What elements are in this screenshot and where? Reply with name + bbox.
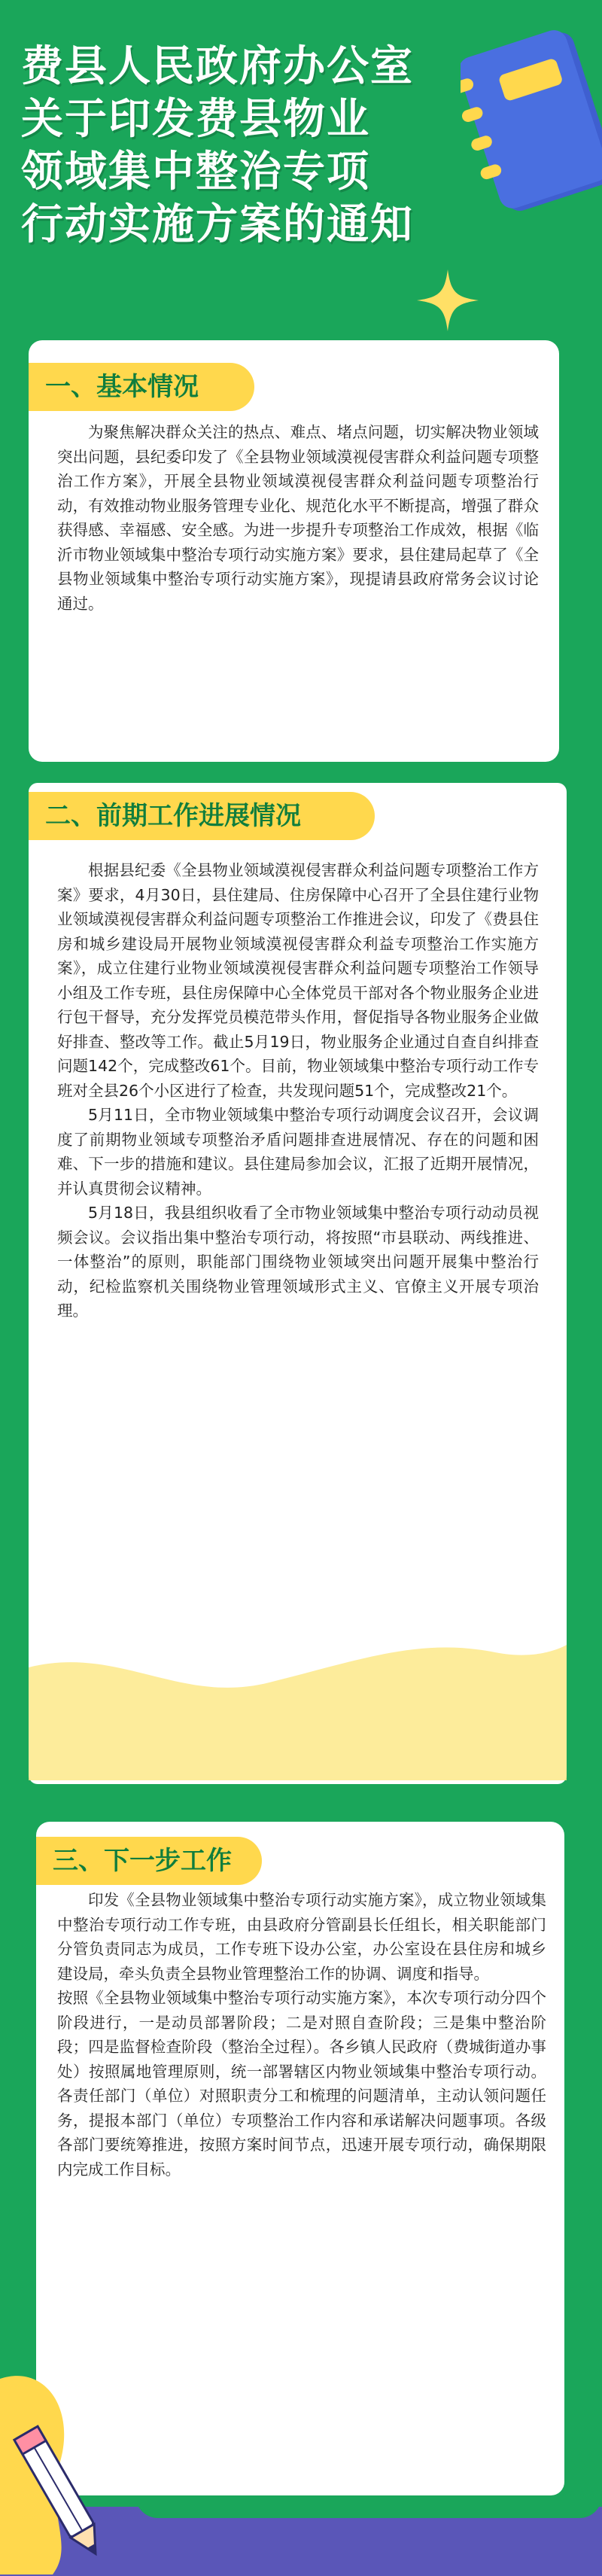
section-heading: 三、下一步工作 xyxy=(36,1837,262,1885)
page-title xyxy=(21,41,473,251)
section-body xyxy=(57,1888,546,2182)
paragraph: 为聚焦解决群众关注的热点、难点、堵点问题，切实解决物业领域突出问题，县纪委印发了《全县物业领域漠视侵害群众利益问题专项整治工作方案》，开展全县物业领域漠视侵害群众利益问题专项整治行动，有效推动物业服务管理专业化、规范化水平不断提高，增强了群众获得感、幸福感、安全感。为进一步提升专项整治工作成效，根据《临沂市物业领域集中整治专项行动实施方案》要求，县住建局起草了《全县物业领域集中整治专项行动实施方案》，现提请县政府常务会议讨论通过。 xyxy=(57,423,539,613)
title-line: 行动实施方案的通知 xyxy=(21,200,414,249)
header xyxy=(0,0,602,339)
section-body xyxy=(57,420,539,616)
bottom-band-curve xyxy=(135,2495,602,2518)
section-body xyxy=(57,858,539,1323)
pencil-icon xyxy=(8,2409,113,2576)
paragraph: 印发《全县物业领域集中整治专项行动实施方案》，成立物业领域集中整治专项行动工作专班，由县政府分管副县长任组长，相关职能部门分管负责同志为成员，工作专班下设办公室，办公室设在县住房和城乡建设局，牵头负责全县物业管理整治工作的协调、调度和指导。 xyxy=(57,1891,546,1983)
section-heading: 一、基本情况 xyxy=(29,363,254,411)
notebook-icon xyxy=(461,30,602,211)
title-line: 关于印发费县物业 xyxy=(21,95,370,144)
paragraph: 5月11日，全市物业领域集中整治专项行动调度会议召开，会议调度了前期物业领域专项整治矛盾问题排查进展情况、存在的问题和困难、下一步的措施和建议。县住建局参加会议，汇报了近期开展情况，并认真贯彻会议精神。 xyxy=(57,1106,539,1198)
section-card-basic xyxy=(29,340,559,762)
title-line: 领域集中整治专项 xyxy=(21,148,370,196)
paragraph: 5月18日，我县组织收看了全市物业领域集中整治专项行动动员视频会议。会议指出集中整治专项行动，将按照“市县联动、两线推进、一体整治”的原则，职能部门围绕物业领域突出问题开展集中整治行动，纪检监察机关围绕物业管理领域形式主义、官僚主义开展专项治理。 xyxy=(57,1204,539,1320)
section-heading: 二、前期工作进展情况 xyxy=(29,792,375,840)
sparkle-icon xyxy=(415,268,480,333)
section-card-next-steps xyxy=(36,1822,564,2495)
paragraph: 根据县纪委《全县物业领域漠视侵害群众利益问题专项整治工作方案》要求，4月30日，县住建局、住房保障中心召开了全县住建行业物业领域漠视侵害群众利益问题专项整治工作推进会议，印发了《费县住房和城乡建设局开展物业领域漠视侵害群众利益专项整治工作实施方案》，成立住建行业物业领域漠视侵害群众利益问题专项整治工作领导小组及工作专班，县住房保障中心全体党员干部对各个物业服务企业进行包干督导，充分发挥党员模范带头作用，督促指导各物业服务企业做好排查、整改等工作。截止5月19日，物业服务企业通过自查自纠排查问题142个，完成整改61个。目前，物业领域集中整治专项行动工作专班对全县26个小区进行了检查，共发现问题51个，完成整改21个。 xyxy=(57,861,539,1100)
section-card-progress xyxy=(29,783,567,1784)
paragraph: 按照《全县物业领域集中整治专项行动实施方案》，本次专项行动分四个阶段进行，一是动员部署阶段；二是对照自查阶段；三是集中整治阶段；四是监督检查阶段（整治全过程）。各乡镇人民政府（费城街道办事处）按照属地管理原则，统一部署辖区内物业领域集中整治专项行动。各责任部门（单位）对照职责分工和梳理的问题清单，主动认领问题任务，提报本部门（单位）专项整治工作内容和承诺解决问题事项。各级各部门要统筹推进，按照方案时间节点，迅速开展专项行动，确保期限内完成工作目标。 xyxy=(57,1989,546,2179)
decorative-blob xyxy=(29,1637,567,1780)
title-line: 费县人民政府办公室 xyxy=(21,42,414,91)
